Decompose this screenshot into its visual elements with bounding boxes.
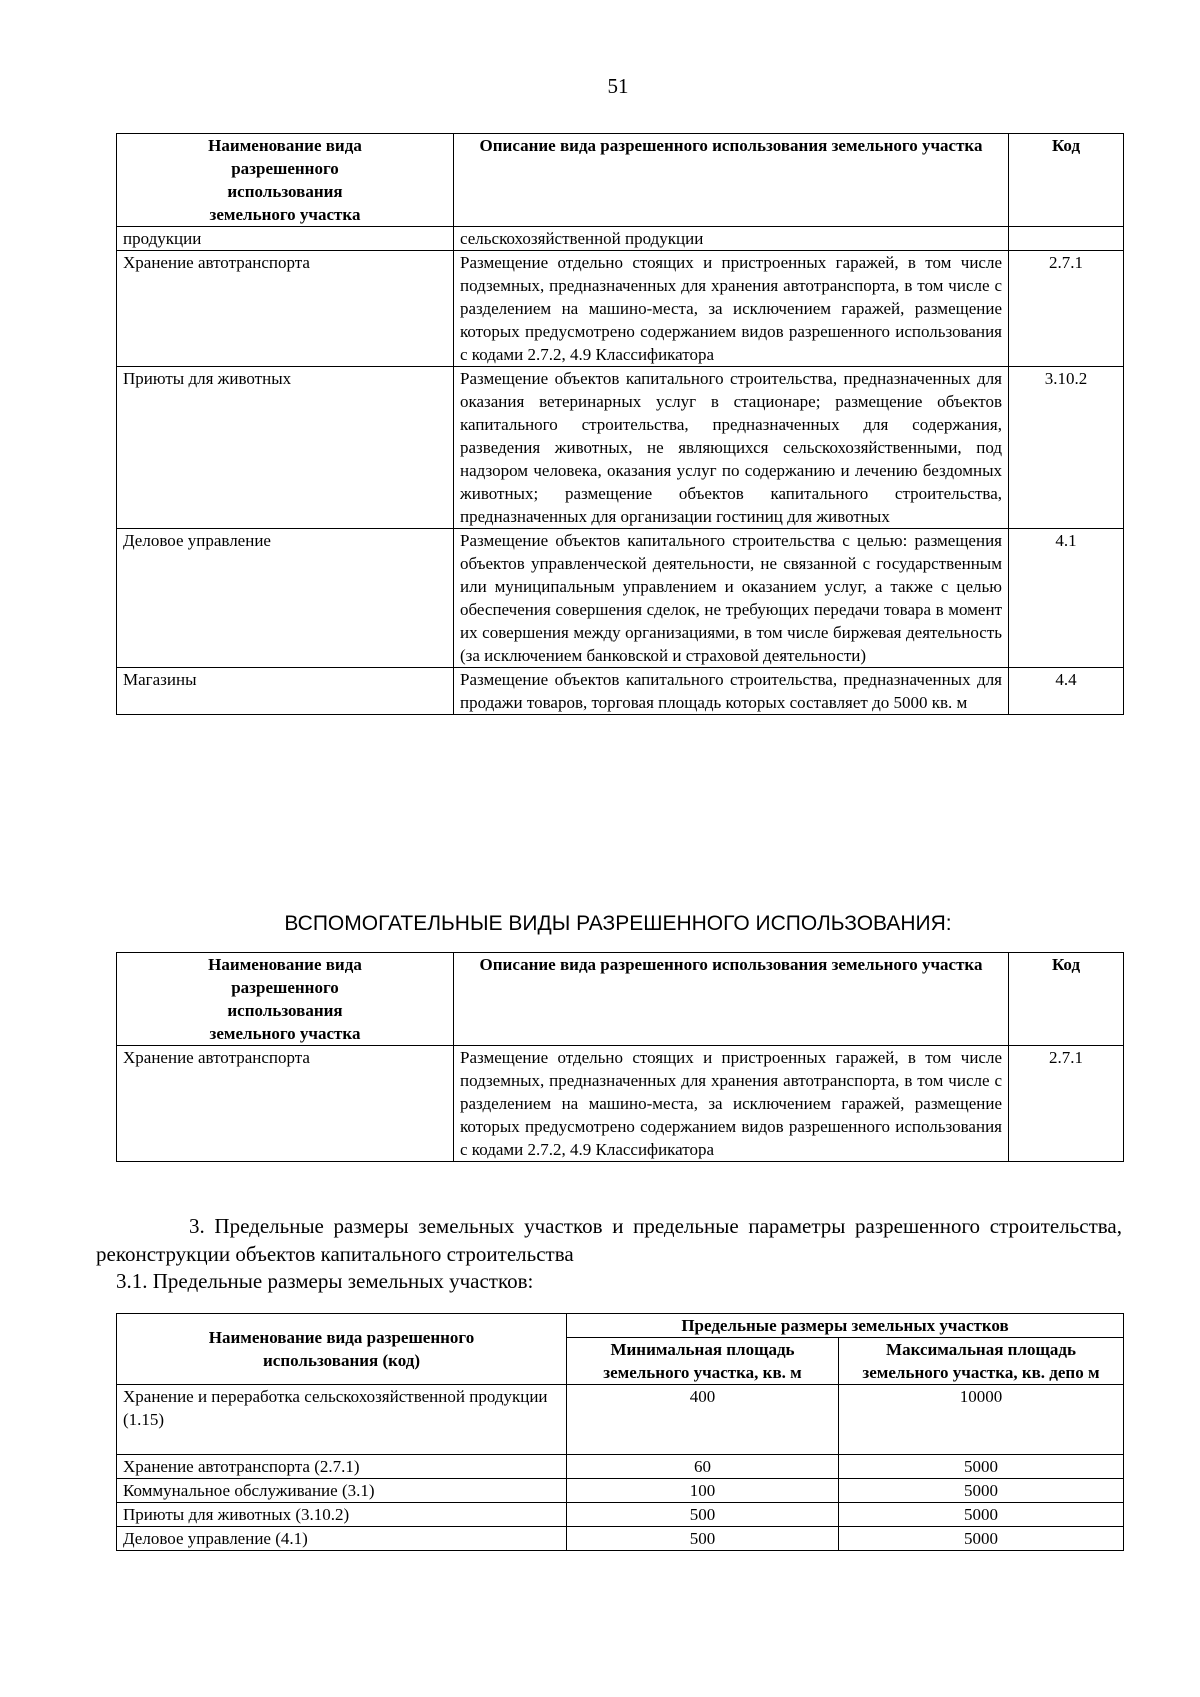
min-area: 100 xyxy=(567,1479,839,1503)
use-name: Деловое управление xyxy=(117,529,454,668)
column-header-name: Наименование вида разрешенного использования земельного участка xyxy=(117,953,454,1046)
column-header-description: Описание вида разрешенного использования земельного участка xyxy=(454,953,1009,1046)
use-description: сельскохозяйственной продукции xyxy=(454,227,1009,251)
page-number: 51 xyxy=(607,74,629,98)
table-row xyxy=(117,529,1124,668)
table-row xyxy=(117,1527,1124,1551)
min-area: 60 xyxy=(567,1455,839,1479)
section-3-paragraph xyxy=(96,1212,1122,1268)
use-code xyxy=(1009,227,1124,251)
use-name: Приюты для животных (3.10.2) xyxy=(117,1503,567,1527)
use-name: продукции xyxy=(117,227,454,251)
column-header-code: Код xyxy=(1009,953,1124,1046)
use-name: Магазины xyxy=(117,668,454,715)
use-description: Размещение объектов капитального строительства, предназначенных для продажи товаров, торговая площадь которых составляет до 5000 кв. м xyxy=(454,668,1009,715)
use-name: Деловое управление (4.1) xyxy=(117,1527,567,1551)
use-name: Приюты для животных xyxy=(117,367,454,529)
use-name: Хранение автотранспорта xyxy=(117,251,454,367)
aux-uses-heading: ВСПОМОГАТЕЛЬНЫЕ ВИДЫ РАЗРЕШЕННОГО ИСПОЛЬЗОВАНИЯ: xyxy=(284,912,952,935)
table-row xyxy=(117,668,1124,715)
aux-use-table xyxy=(116,952,1124,1162)
min-area: 500 xyxy=(567,1503,839,1527)
max-area: 10000 xyxy=(839,1385,1124,1455)
column-header-code: Код xyxy=(1009,134,1124,227)
table-row xyxy=(117,1479,1124,1503)
table-row xyxy=(117,227,1124,251)
min-area: 400 xyxy=(567,1385,839,1455)
min-area: 500 xyxy=(567,1527,839,1551)
section-3-1-heading: 3.1. Предельные размеры земельных участков: xyxy=(116,1269,534,1293)
column-header-min: Минимальная площадь земельного участка, кв. м xyxy=(567,1338,839,1385)
section-3-text: 3. Предельные размеры земельных участков и предельные параметры разрешенного строительства, реконструкции объектов капитального строительства xyxy=(96,1214,1122,1266)
column-header-description: Описание вида разрешенного использования земельного участка xyxy=(454,134,1009,227)
use-name: Хранение и переработка сельскохозяйственной продукции (1.15) xyxy=(117,1385,567,1455)
column-header-name: Наименование вида разрешенного использования земельного участка xyxy=(117,134,454,227)
use-code: 4.4 xyxy=(1009,668,1124,715)
use-description: Размещение отдельно стоящих и пристроенных гаражей, в том числе подземных, предназначенных для хранения автотранспорта, в том числе с разделением на машино-места, за исключением гаражей, размещение которых предусмотрено содержанием видов разрешенного использования с кодами 2.7.2, 4.9 Классификатора xyxy=(454,251,1009,367)
column-header-max: Максимальная площадь земельного участка, кв. депо м xyxy=(839,1338,1124,1385)
use-description: Размещение отдельно стоящих и пристроенных гаражей, в том числе подземных, предназначенных для хранения автотранспорта, в том числе с разделением на машино-места, за исключением гаражей, размещение которых предусмотрено содержанием видов разрешенного использования с кодами 2.7.2, 4.9 Классификатора xyxy=(454,1046,1009,1162)
table-header-row xyxy=(117,953,1124,1046)
use-code: 2.7.1 xyxy=(1009,251,1124,367)
table-row xyxy=(117,367,1124,529)
max-area: 5000 xyxy=(839,1503,1124,1527)
table-row xyxy=(117,1503,1124,1527)
use-code: 2.7.1 xyxy=(1009,1046,1124,1162)
max-area: 5000 xyxy=(839,1479,1124,1503)
column-header-group: Предельные размеры земельных участков xyxy=(567,1314,1124,1338)
use-name: Коммунальное обслуживание (3.1) xyxy=(117,1479,567,1503)
table-header-row xyxy=(117,134,1124,227)
table-header-row xyxy=(117,1314,1124,1338)
max-area: 5000 xyxy=(839,1455,1124,1479)
use-description: Размещение объектов капитального строительства с целью: размещения объектов управленческой деятельности, не связанной с государственным или муниципальным управлением и оказанием услуг, а также с целью обеспечения совершения сделок, не требующих передачи товара в момент их совершения между организациями, в том числе биржевая деятельность (за исключением банковской и страховой деятельности) xyxy=(454,529,1009,668)
use-description: Размещение объектов капитального строительства, предназначенных для оказания ветеринарных услуг в стационаре; размещение объектов капитального строительства, предназначенных для содержания, разведения животных, не являющихся сельскохозяйственными, под надзором человека, оказания услуг по содержанию и лечению бездомных животных; размещение объектов капитального строительства, предназначенных для организации гостиниц для животных xyxy=(454,367,1009,529)
use-name: Хранение автотранспорта (2.7.1) xyxy=(117,1455,567,1479)
use-code: 4.1 xyxy=(1009,529,1124,668)
plot-sizes-table xyxy=(116,1313,1124,1551)
column-header-name: Наименование вида разрешенного использования (код) xyxy=(117,1314,567,1385)
table-row xyxy=(117,1046,1124,1162)
max-area: 5000 xyxy=(839,1527,1124,1551)
table-row xyxy=(117,251,1124,367)
use-name: Хранение автотранспорта xyxy=(117,1046,454,1162)
main-use-table xyxy=(116,133,1124,715)
table-row xyxy=(117,1385,1124,1455)
table-row xyxy=(117,1455,1124,1479)
use-code: 3.10.2 xyxy=(1009,367,1124,529)
